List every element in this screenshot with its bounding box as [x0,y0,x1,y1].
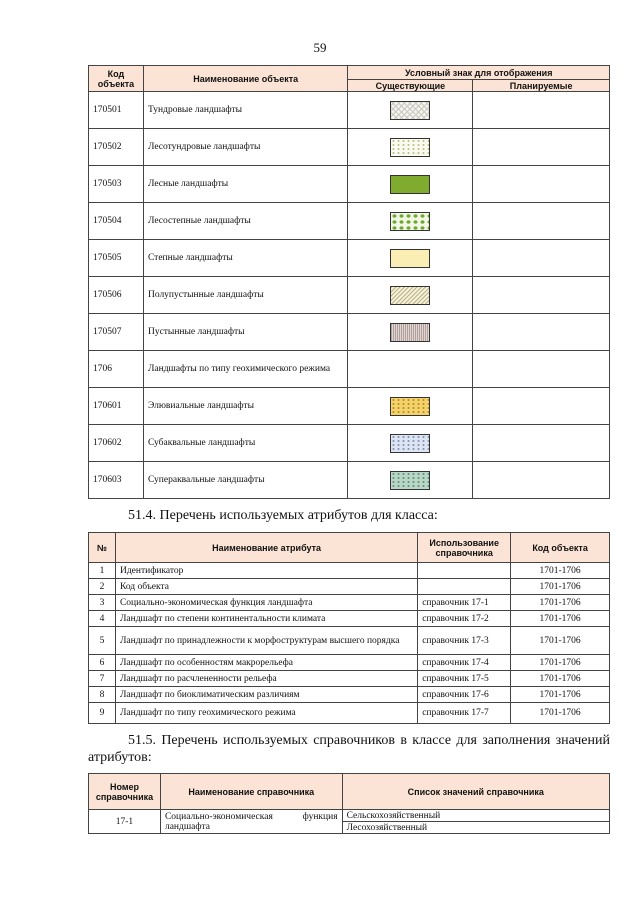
object-code: 170603 [89,462,144,499]
attr-code: 1701-1706 [511,563,610,579]
symbol-cell [348,351,473,388]
attr-usage: справочник 17-2 [418,611,511,627]
header-ref-name: Наименование справочника [160,774,342,810]
table-row [89,129,610,166]
object-code: 170504 [89,203,144,240]
attr-usage: справочник 17-1 [418,595,511,611]
table-row [89,92,610,129]
header-object-name: Наименование объекта [143,66,347,92]
table-row [89,240,610,277]
header-num: № [89,533,116,563]
planned-cell [473,129,610,166]
planned-cell [473,351,610,388]
attr-num: 6 [89,655,116,671]
planned-cell [473,388,610,425]
object-code: 170602 [89,425,144,462]
object-code: 170507 [89,314,144,351]
ref-name: Социально-экономическая функция ландшафта [160,810,342,834]
section-heading-51-5: 51.5. Перечень используемых справочников в классе для заполнения значений атрибутов: [88,733,610,765]
attr-code: 1701-1706 [511,703,610,724]
object-name: Субаквальные ландшафты [143,425,347,462]
table-row [89,611,610,627]
object-name: Элювиальные ландшафты [143,388,347,425]
table-row [89,687,610,703]
planned-cell [473,462,610,499]
header-symbol: Условный знак для отображения [348,66,610,80]
landscape-objects-table [88,65,610,499]
attr-usage [418,579,511,595]
page-number: 59 [313,40,327,55]
planned-cell [473,240,610,277]
table-row [89,203,610,240]
attr-num: 2 [89,579,116,595]
attr-num: 7 [89,671,116,687]
object-name: Ландшафты по типу геохимического режима [143,351,347,388]
attr-name: Ландшафт по типу геохимического режима [115,703,417,724]
object-name: Тундровые ландшафты [143,92,347,129]
attr-name: Идентификатор [115,563,417,579]
object-name: Степные ландшафты [143,240,347,277]
header-ref-values: Список значений справочника [342,774,609,810]
reference-table [88,773,610,834]
attr-usage [418,563,511,579]
forest-pattern-icon [390,175,430,194]
ref-value: Лесохозяйственный [342,822,609,834]
attr-usage: справочник 17-5 [418,671,511,687]
planned-cell [473,166,610,203]
attr-num: 3 [89,595,116,611]
header-attribute-name: Наименование атрибута [115,533,417,563]
object-name: Пустынные ландшафты [143,314,347,351]
object-code: 170501 [89,92,144,129]
attr-code: 1701-1706 [511,655,610,671]
object-name: Лесные ландшафты [143,166,347,203]
attributes-table [88,532,610,724]
table-row [89,388,610,425]
object-name: Лесостепные ландшафты [143,203,347,240]
attr-num: 1 [89,563,116,579]
planned-cell [473,425,610,462]
object-name: Полупустынные ландшафты [143,277,347,314]
attr-code: 1701-1706 [511,671,610,687]
steppe-pattern-icon [390,249,430,268]
section-heading-51-4: 51.4. Перечень используемых атрибутов для класса: [128,508,438,523]
attr-name: Ландшафт по принадлежности к морфоструктурам высшего порядка [115,627,417,655]
header-code: Код объекта [511,533,610,563]
semi-desert-pattern-icon [390,286,430,305]
ref-value: Сельскохозяйственный [342,810,609,822]
attr-usage: справочник 17-6 [418,687,511,703]
tundra-pattern-icon [390,101,430,120]
object-name: Супераквальные ландшафты [143,462,347,499]
header-ref-num: Номер справочника [89,774,161,810]
object-code: 170505 [89,240,144,277]
attr-num: 5 [89,627,116,655]
table-row [89,462,610,499]
object-code: 1706 [89,351,144,388]
ref-num: 17-1 [89,810,161,834]
desert-pattern-icon [390,323,430,342]
header-usage: Использование справочника [418,533,511,563]
planned-cell [473,314,610,351]
table-row [89,277,610,314]
object-name: Лесотундровые ландшафты [143,129,347,166]
attr-usage: справочник 17-4 [418,655,511,671]
header-planned: Планируемые [473,80,610,92]
table-row [89,314,610,351]
table-row [89,166,610,203]
object-code: 170601 [89,388,144,425]
attr-usage: справочник 17-7 [418,703,511,724]
table-row [89,627,610,655]
attr-name: Код объекта [115,579,417,595]
superaqual-pattern-icon [390,471,430,490]
attr-name: Ландшафт по биоклиматическим различиям [115,687,417,703]
attr-usage: справочник 17-3 [418,627,511,655]
attr-name: Ландшафт по особенностям макрорельефа [115,655,417,671]
table-row [89,579,610,595]
table-row [89,810,610,822]
planned-cell [473,92,610,129]
attr-num: 4 [89,611,116,627]
forest-tundra-pattern-icon [390,138,430,157]
object-code: 170506 [89,277,144,314]
attr-num: 8 [89,687,116,703]
table-row [89,351,610,388]
attr-name: Ландшафт по расчлененности рельефа [115,671,417,687]
table-row [89,703,610,724]
attr-name: Ландшафт по степени континентальности климата [115,611,417,627]
attr-num: 9 [89,703,116,724]
table-row [89,595,610,611]
attr-name: Социально-экономическая функция ландшафта [115,595,417,611]
table-row [89,655,610,671]
table-row [89,671,610,687]
attr-code: 1701-1706 [511,627,610,655]
attr-code: 1701-1706 [511,579,610,595]
planned-cell [473,203,610,240]
subaqual-pattern-icon [390,434,430,453]
object-code: 170503 [89,166,144,203]
header-object-code: Код объекта [89,66,144,92]
forest-steppe-pattern-icon [390,212,430,231]
attr-code: 1701-1706 [511,595,610,611]
attr-code: 1701-1706 [511,611,610,627]
object-code: 170502 [89,129,144,166]
eluvial-pattern-icon [390,397,430,416]
header-existing: Существующие [348,80,473,92]
planned-cell [473,277,610,314]
attr-code: 1701-1706 [511,687,610,703]
table-row [89,425,610,462]
table-row [89,563,610,579]
